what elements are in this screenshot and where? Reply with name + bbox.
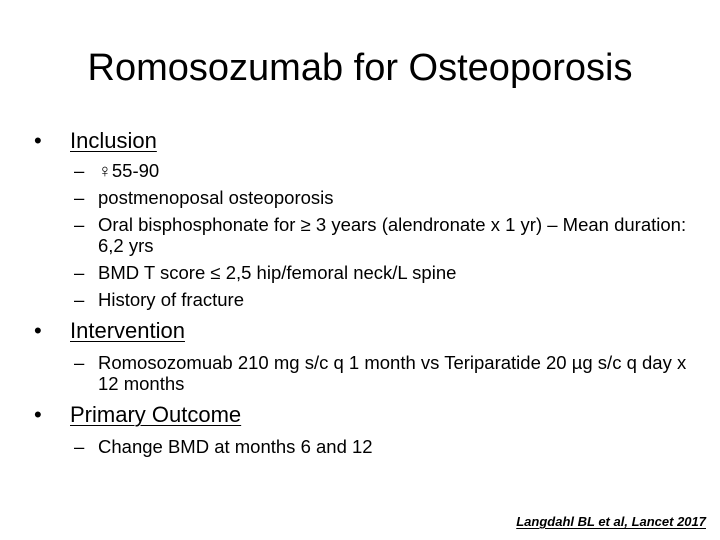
list-item-text: History of fracture	[98, 289, 244, 310]
list-item	[34, 352, 694, 394]
list-item	[34, 214, 694, 256]
list-item-text: BMD T score ≤ 2,5 hip/femoral neck/L spine	[98, 262, 457, 283]
section-label: Intervention	[70, 318, 185, 343]
list-item	[34, 436, 694, 457]
section-inclusion	[34, 126, 694, 310]
bullet-icon: •	[34, 128, 42, 153]
dash-icon: –	[74, 214, 85, 235]
list-item-text: ♀55-90	[98, 160, 160, 181]
dash-icon: –	[74, 262, 85, 283]
section-heading-primary-outcome	[34, 400, 694, 430]
dash-icon: –	[74, 352, 85, 373]
list-item	[34, 289, 694, 310]
dash-icon: –	[74, 289, 85, 310]
section-heading-intervention	[34, 316, 694, 346]
list-item	[34, 262, 694, 283]
list-item	[34, 187, 694, 208]
section-primary-outcome	[34, 400, 694, 457]
dash-icon: –	[74, 436, 85, 457]
slide-content	[34, 126, 694, 463]
list-item	[34, 160, 694, 181]
list-item-text: Oral bisphosphonate for ≥ 3 years (alendronate x 1 yr) – Mean duration: 6,2 yrs	[98, 214, 687, 256]
section-heading-inclusion	[34, 126, 694, 156]
section-label: Inclusion	[70, 128, 157, 153]
section-intervention	[34, 316, 694, 394]
section-label: Primary Outcome	[70, 402, 242, 427]
citation: Langdahl BL et al, Lancet 2017	[516, 514, 706, 529]
list-item-text: postmenoposal osteoporosis	[98, 187, 334, 208]
dash-icon: –	[74, 187, 85, 208]
slide-title: Romosozumab for Osteoporosis	[87, 47, 633, 89]
list-item-text: Romosozomuab 210 mg s/c q 1 month vs Teriparatide 20 µg s/c q day x 12 months	[98, 352, 687, 394]
list-item-text: Change BMD at months 6 and 12	[98, 436, 373, 457]
dash-icon: –	[74, 160, 85, 181]
bullet-icon: •	[34, 318, 42, 343]
outcome-list	[34, 436, 694, 457]
bullet-icon: •	[34, 402, 42, 427]
inclusion-list	[34, 160, 694, 310]
intervention-list	[34, 352, 694, 394]
